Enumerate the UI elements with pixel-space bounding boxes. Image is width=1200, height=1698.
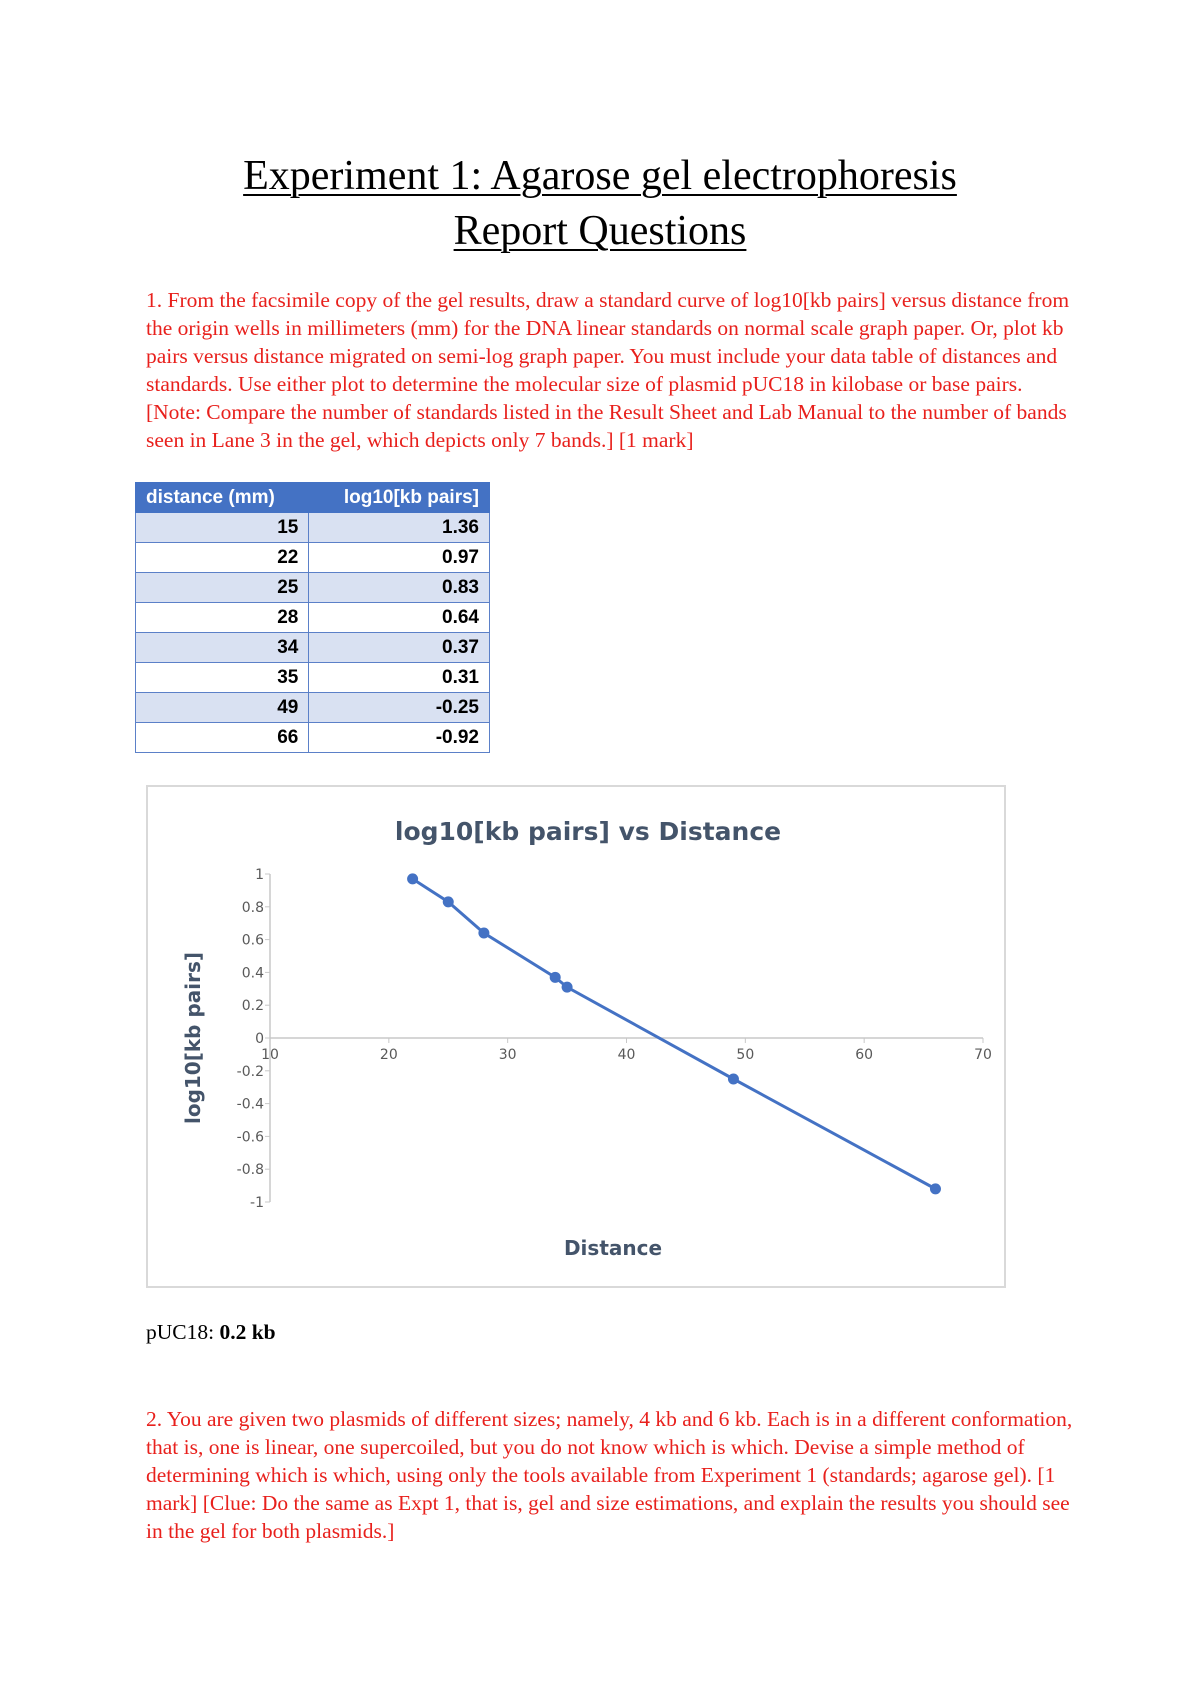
cell-distance: 34 [136, 633, 309, 663]
cell-distance: 25 [136, 573, 309, 603]
data-point [478, 928, 489, 939]
x-tick-label: 50 [736, 1047, 755, 1063]
table-row [136, 603, 490, 633]
x-axis-label: Distance [563, 1236, 663, 1260]
cell-distance: 22 [136, 543, 309, 573]
cell-log10: 0.83 [309, 573, 490, 603]
data-point [407, 873, 418, 884]
y-tick-label: -1 [250, 1195, 264, 1211]
header-log10: log10[kb pairs] [309, 483, 490, 513]
cell-log10: 0.31 [309, 663, 490, 693]
y-tick-label: -0.8 [236, 1162, 264, 1179]
table-row [136, 513, 490, 543]
question-1: 1. From the facsimile copy of the gel results, draw a standard curve of log10[kb pairs] versus distance from the origin wells in millimeters (mm) for the DNA linear standards on normal scale graph paper. Or, plot kb pairs versus distance migrated on semi-log graph paper. You must include your data table of distances and standards. Use either plot to determine the molecular size of plasmid pUC18 in kilobase or base pairs. [Note: Compare the number of standards listed in the Result Sheet and Lab Manual to the number of bands seen in Lane 3 in the gel, which depicts only 7 bands.] [1 mark] [146, 288, 1070, 452]
table-row [136, 663, 490, 693]
x-tick-label: 30 [498, 1047, 517, 1063]
y-tick-label: -0.4 [236, 1096, 264, 1113]
data-point [728, 1074, 739, 1085]
data-point [562, 982, 573, 993]
cell-log10: 0.64 [309, 603, 490, 633]
table-row [136, 573, 490, 603]
data-point [550, 972, 561, 983]
page-subtitle: Report Questions [453, 208, 747, 254]
cell-distance: 28 [136, 603, 309, 633]
header-distance: distance (mm) [136, 483, 309, 513]
y-tick-label: 0.4 [241, 965, 264, 982]
chart-frame [146, 785, 1006, 1288]
result-value: 0.2 kb [219, 1320, 276, 1344]
cell-log10: -0.92 [309, 723, 490, 753]
data-point [930, 1183, 941, 1194]
result-line [146, 1320, 276, 1345]
x-tick-label: 60 [855, 1047, 874, 1063]
cell-log10: 0.97 [309, 543, 490, 573]
y-tick-label: -0.2 [236, 1063, 264, 1080]
table-row [136, 693, 490, 723]
question-2: 2. You are given two plasmids of different sizes; namely, 4 kb and 6 kb. Each is in a different conformation, that is, one is linear, one supercoiled, but you do not know which is which. Devise a simple method of determining which is which, using only the tools available from Experiment 1 (standards; agarose gel). [1 mark] [Clue: Do the same as Expt 1, that is, gel and size estimations, and explain the results you should see in the gel for both plasmids.] [146, 1407, 1073, 1543]
table-header-row [136, 483, 490, 513]
y-tick-label: 0.8 [241, 899, 264, 916]
x-tick-label: 70 [974, 1047, 992, 1063]
x-tick-label: 20 [379, 1047, 398, 1063]
y-tick-label: 0 [255, 1031, 264, 1047]
result-label: pUC18: [146, 1320, 215, 1344]
table-row [136, 723, 490, 753]
data-point [443, 896, 454, 907]
page-title: Experiment 1: Agarose gel electrophoresis [243, 153, 957, 199]
cell-log10: 0.37 [309, 633, 490, 663]
cell-log10: -0.25 [309, 693, 490, 723]
y-tick-label: 1 [255, 867, 264, 883]
line-chart [148, 787, 1008, 1290]
x-tick-label: 10 [261, 1047, 279, 1063]
y-tick-label: 0.6 [241, 932, 264, 949]
y-tick-label: -0.6 [236, 1129, 264, 1146]
cell-log10: 1.36 [309, 513, 490, 543]
table-row [136, 543, 490, 573]
cell-distance: 35 [136, 663, 309, 693]
y-axis-label: log10[kb pairs] [181, 951, 205, 1125]
series-line [413, 879, 936, 1189]
chart-title: log10[kb pairs] vs Distance [394, 817, 782, 846]
y-tick-label: 0.2 [241, 998, 264, 1015]
x-tick-label: 40 [617, 1047, 636, 1063]
data-table [135, 482, 490, 753]
cell-distance: 15 [136, 513, 309, 543]
cell-distance: 49 [136, 693, 309, 723]
cell-distance: 66 [136, 723, 309, 753]
table-row [136, 633, 490, 663]
